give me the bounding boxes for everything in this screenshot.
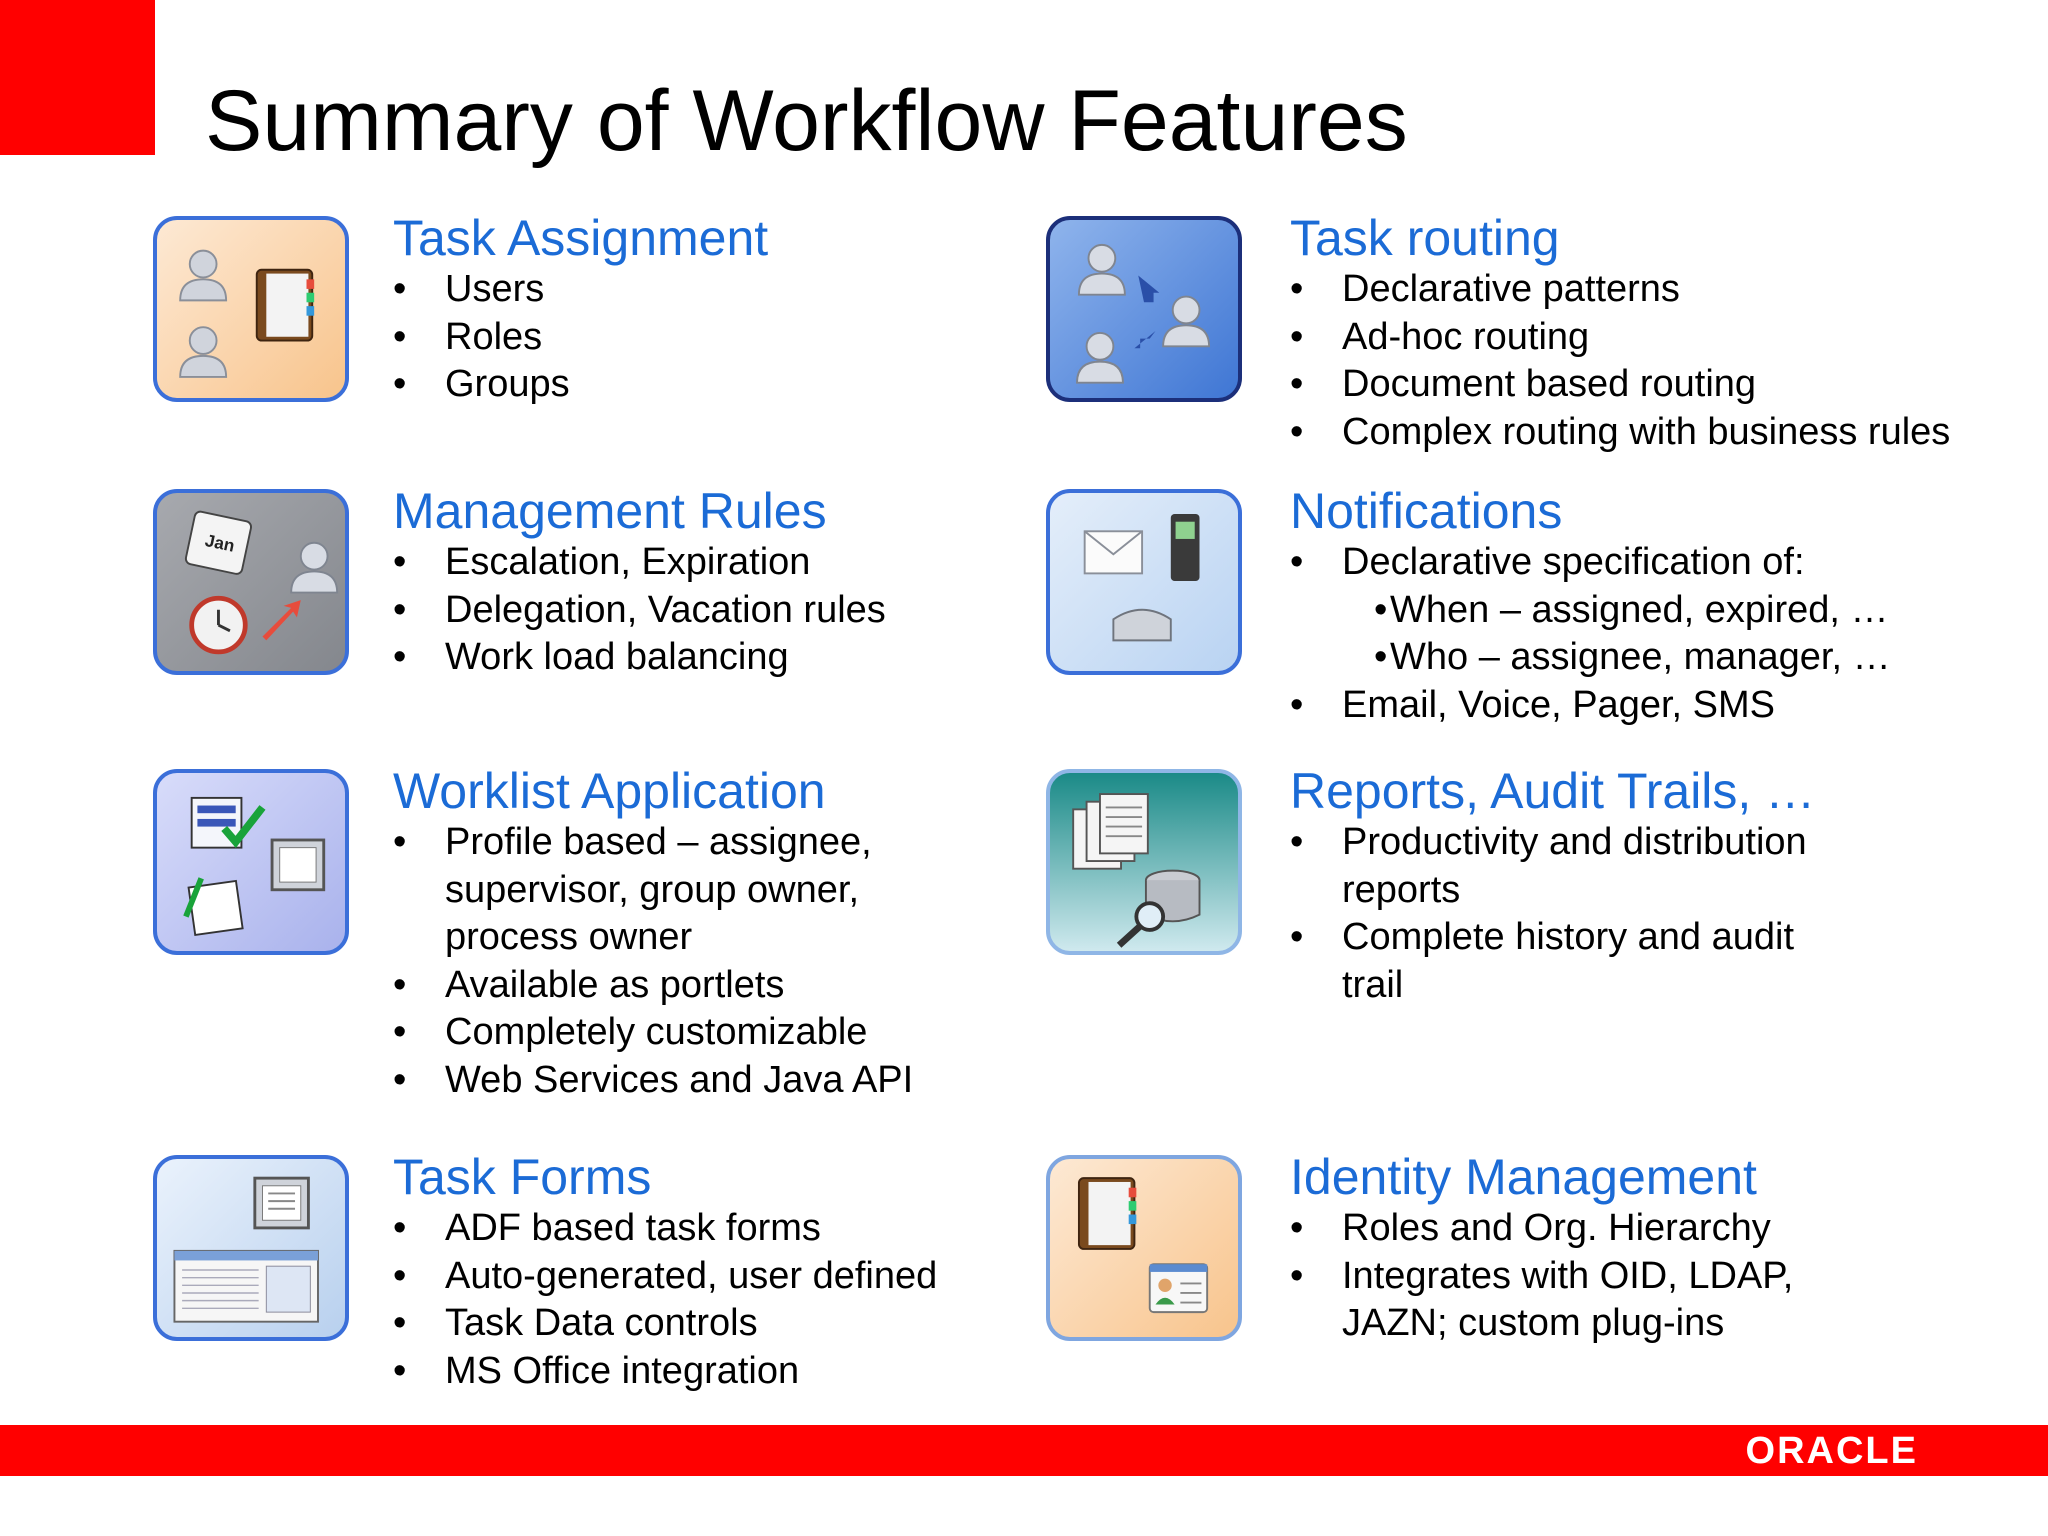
feature-title-management-rules: Management Rules [393,483,827,539]
form-window-icon [153,1155,349,1341]
list-item: • Profile based – assignee, [393,819,1033,867]
list-item: • Declarative specification of: [1290,539,1930,587]
feature-title-reports-audit-trails: Reports, Audit Trails, … [1290,763,1816,819]
svg-text:Jan: Jan [203,529,237,556]
list-item: • Auto-generated, user defined [393,1253,1033,1301]
list-item: • Complete history and audit [1290,914,1930,962]
feature-list-reports-audit-trails [1290,819,1930,1009]
calendar-alarm-clock-icon [153,489,349,675]
list-item: • Ad-hoc routing [1290,314,1930,362]
list-item: • Task Data controls [393,1300,1033,1348]
list-item: • Web Services and Java API [393,1057,1033,1105]
list-item: • Complex routing with business rules [1290,409,1930,457]
feature-list-task-forms [393,1205,1033,1395]
list-item: JAZN; custom plug-ins [1342,1302,1725,1344]
list-item: • Roles [393,314,1033,362]
list-item: process owner [445,916,693,958]
page-title: Summary of Workflow Features [205,73,1408,169]
list-item: trail [1342,963,1404,1006]
feature-list-notifications [1290,539,1930,729]
list-item: • Productivity and distribution [1290,819,1930,867]
documents-database-icon [1046,769,1242,955]
list-item: • Integrates with OID, LDAP, [1290,1253,1930,1301]
feature-title-task-assignment: Task Assignment [393,210,769,266]
feature-title-identity-management: Identity Management [1290,1149,1757,1205]
list-item: • Groups [393,361,1033,409]
list-item: • Declarative patterns [1290,266,1930,314]
list-item: • Users [393,266,1033,314]
list-item: • Email, Voice, Pager, SMS [1290,682,1930,730]
list-item: • Document based routing [1290,361,1930,409]
checklist-window-icon [153,769,349,955]
feature-list-worklist-application [393,819,1033,1104]
list-item: • When – assigned, expired, … [1290,587,1930,635]
feature-list-identity-management [1290,1205,1930,1348]
list-item: • ADF based task forms [393,1205,1033,1253]
list-item: supervisor, group owner, [445,868,860,911]
list-item: • Who – assignee, manager, … [1290,634,1930,682]
users-address-book-icon [153,216,349,402]
list-item: • Work load balancing [393,634,1033,682]
footer-bar [0,1425,2048,1476]
list-item: • MS Office integration [393,1348,1033,1396]
oracle-logo: ORACLE [1745,1430,1918,1472]
feature-list-task-routing [1290,266,1951,456]
list-item: • Roles and Org. Hierarchy [1290,1205,1930,1253]
list-item: • Delegation, Vacation rules [393,587,1033,635]
feature-list-management-rules [393,539,1033,682]
feature-title-task-forms: Task Forms [393,1149,652,1205]
list-item: reports [1342,868,1461,911]
list-item: • Available as portlets [393,962,1033,1010]
corner-accent [0,0,155,155]
address-book-id-card-icon [1046,1155,1242,1341]
list-item: • Escalation, Expiration [393,539,1033,587]
list-item: • Completely customizable [393,1009,1033,1057]
routing-users-icon [1046,216,1242,402]
envelope-phone-icon [1046,489,1242,675]
feature-title-task-routing: Task routing [1290,210,1560,266]
feature-list-task-assignment [393,266,1033,409]
feature-title-notifications: Notifications [1290,483,1563,539]
feature-title-worklist-application: Worklist Application [393,763,826,819]
